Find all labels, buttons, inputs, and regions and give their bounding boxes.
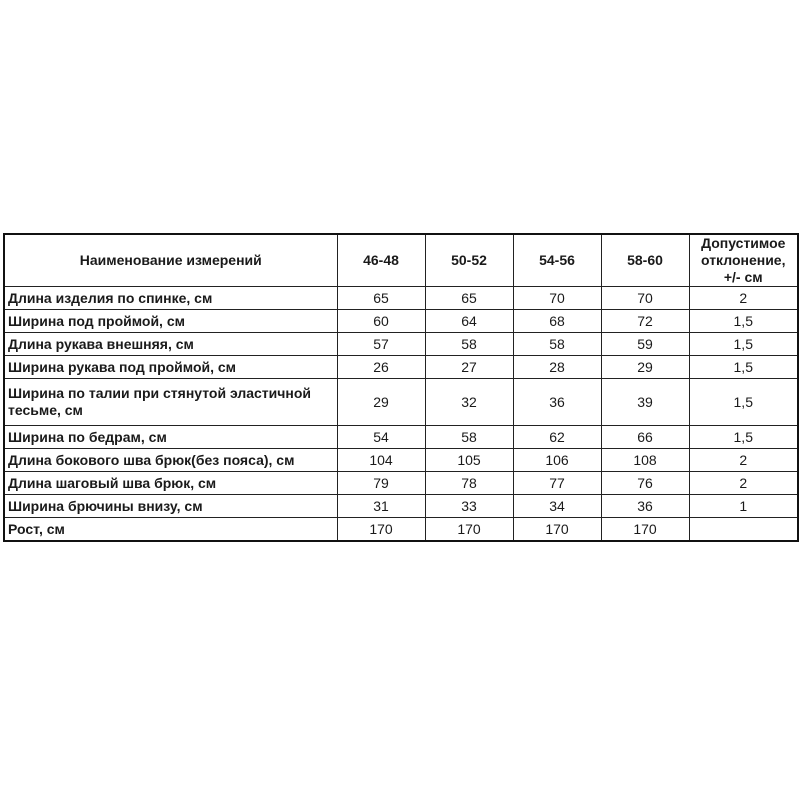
header-tolerance [689, 234, 798, 287]
tolerance-value: 1,5 [689, 310, 798, 333]
size-value: 29 [337, 379, 425, 426]
size-value: 33 [425, 495, 513, 518]
measurement-name: Ширина брючины внизу, см [4, 495, 337, 518]
tolerance-value: 1 [689, 495, 798, 518]
measurement-name: Ширина по талии при стянутой эластичной тесьме, см [4, 379, 337, 426]
table-row [4, 310, 798, 333]
measurement-name: Длина рукава внешняя, см [4, 333, 337, 356]
size-value: 57 [337, 333, 425, 356]
tolerance-value [689, 518, 798, 542]
measurement-name: Ширина под проймой, см [4, 310, 337, 333]
header-size-46-48: 46-48 [337, 234, 425, 287]
table-row [4, 495, 798, 518]
size-value: 170 [337, 518, 425, 542]
measurement-name: Ширина по бедрам, см [4, 426, 337, 449]
size-value: 170 [601, 518, 689, 542]
size-value: 64 [425, 310, 513, 333]
size-value: 66 [601, 426, 689, 449]
size-value: 76 [601, 472, 689, 495]
table-row [4, 518, 798, 542]
header-size-54-56: 54-56 [513, 234, 601, 287]
size-value: 65 [337, 287, 425, 310]
table-row [4, 426, 798, 449]
size-value: 29 [601, 356, 689, 379]
size-value: 170 [425, 518, 513, 542]
header-measurement-name: Наименование измерений [4, 234, 337, 287]
table-row [4, 379, 798, 426]
size-value: 60 [337, 310, 425, 333]
size-value: 106 [513, 449, 601, 472]
measurement-name: Ширина рукава под проймой, см [4, 356, 337, 379]
header-tolerance-line-3: +/- см [723, 269, 763, 285]
table-row [4, 472, 798, 495]
size-value: 70 [513, 287, 601, 310]
tolerance-value: 2 [689, 449, 798, 472]
header-tolerance-line-2: отклонение, [701, 252, 786, 268]
size-value: 34 [513, 495, 601, 518]
size-value: 77 [513, 472, 601, 495]
table-row [4, 449, 798, 472]
measurement-name: Рост, см [4, 518, 337, 542]
table-row [4, 333, 798, 356]
size-value: 58 [425, 333, 513, 356]
header-row [4, 234, 798, 287]
size-value: 170 [513, 518, 601, 542]
size-value: 104 [337, 449, 425, 472]
table-row [4, 356, 798, 379]
size-value: 59 [601, 333, 689, 356]
tolerance-value: 2 [689, 287, 798, 310]
measurement-name: Длина шаговый шва брюк, см [4, 472, 337, 495]
size-value: 36 [513, 379, 601, 426]
size-value: 65 [425, 287, 513, 310]
size-value: 62 [513, 426, 601, 449]
size-value: 78 [425, 472, 513, 495]
tolerance-value: 1,5 [689, 379, 798, 426]
size-value: 79 [337, 472, 425, 495]
size-value: 32 [425, 379, 513, 426]
size-value: 105 [425, 449, 513, 472]
size-value: 31 [337, 495, 425, 518]
tolerance-value: 1,5 [689, 333, 798, 356]
measurement-name: Длина изделия по спинке, см [4, 287, 337, 310]
header-size-58-60: 58-60 [601, 234, 689, 287]
table-row [4, 287, 798, 310]
size-value: 58 [425, 426, 513, 449]
size-chart-table [3, 233, 799, 542]
size-value: 58 [513, 333, 601, 356]
size-value: 39 [601, 379, 689, 426]
size-value: 108 [601, 449, 689, 472]
size-value: 36 [601, 495, 689, 518]
measurement-name: Длина бокового шва брюк(без пояса), см [4, 449, 337, 472]
header-size-50-52: 50-52 [425, 234, 513, 287]
size-value: 54 [337, 426, 425, 449]
size-value: 26 [337, 356, 425, 379]
tolerance-value: 2 [689, 472, 798, 495]
tolerance-value: 1,5 [689, 356, 798, 379]
size-value: 27 [425, 356, 513, 379]
size-value: 28 [513, 356, 601, 379]
size-value: 70 [601, 287, 689, 310]
size-value: 68 [513, 310, 601, 333]
size-value: 72 [601, 310, 689, 333]
tolerance-value: 1,5 [689, 426, 798, 449]
header-tolerance-line-1: Допустимое [701, 235, 786, 251]
